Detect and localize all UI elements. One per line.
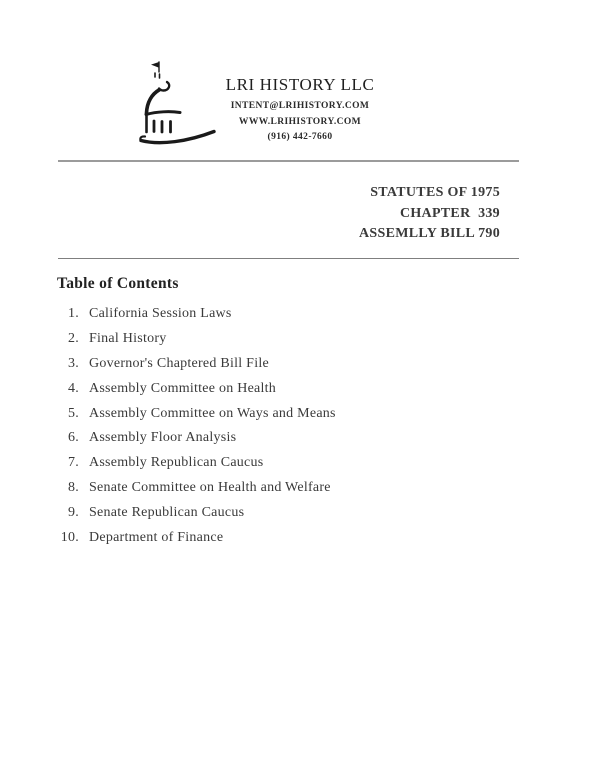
- toc-item-label: Final History: [89, 330, 167, 346]
- chapter-line: CHAPTER 339: [399, 205, 500, 221]
- toc-item: [0, 501, 520, 526]
- toc-item: [0, 377, 520, 402]
- toc-item-number: 4.: [68, 380, 79, 396]
- company-name: LRI HISTORY LLC: [225, 75, 375, 94]
- divider-bottom: [58, 258, 519, 259]
- toc-heading: Table of Contents: [57, 275, 179, 292]
- bill-line: ASSEMLLY BILL 790: [358, 226, 500, 241]
- toc-item-label: Senate Committee on Health and Welfare: [89, 480, 331, 496]
- toc-item-number: 10.: [60, 530, 79, 546]
- capitol-dome-icon: [136, 58, 220, 148]
- toc-item-number: 1.: [68, 306, 79, 321]
- letterhead: [222, 74, 378, 146]
- toc-item-number: 6.: [68, 430, 79, 446]
- toc-item-number: 9.: [68, 505, 79, 521]
- toc-item-label: Assembly Floor Analysis: [89, 430, 237, 446]
- toc-item-label: Department of Finance: [89, 530, 224, 546]
- statutes-line: STATUTES OF 1975: [370, 185, 500, 200]
- toc-item-number: 2.: [68, 330, 79, 346]
- toc-item-label: Governor's Chaptered Bill File: [89, 355, 269, 371]
- toc-list: [0, 302, 520, 551]
- statute-reference: [359, 183, 500, 245]
- toc-item-number: 7.: [68, 455, 79, 471]
- toc-item: [0, 327, 520, 352]
- toc-item: [0, 476, 520, 501]
- toc-item-label: Senate Republican Caucus: [89, 505, 245, 521]
- toc-item: [0, 451, 520, 476]
- toc-item-label: Assembly Republican Caucus: [89, 455, 264, 471]
- toc-item-label: Assembly Committee on Health: [89, 380, 277, 396]
- toc-item-label: California Session Laws: [89, 306, 232, 321]
- toc-item: [0, 352, 520, 377]
- toc-item-number: 5.: [68, 405, 79, 421]
- toc-item: [0, 426, 520, 451]
- divider-top: [58, 160, 519, 162]
- company-website: WWW.LRIHISTORY.COM: [238, 116, 362, 127]
- company-email: INTENT@LRIHISTORY.COM: [230, 101, 370, 111]
- toc-item: [0, 302, 520, 327]
- toc-item-number: 3.: [68, 355, 79, 371]
- company-phone: (916) 442-7660: [267, 132, 333, 142]
- toc-item: [0, 526, 520, 551]
- toc-item-number: 8.: [68, 480, 79, 496]
- toc-item-label: Assembly Committee on Ways and Means: [89, 405, 336, 421]
- toc-item: [0, 402, 520, 427]
